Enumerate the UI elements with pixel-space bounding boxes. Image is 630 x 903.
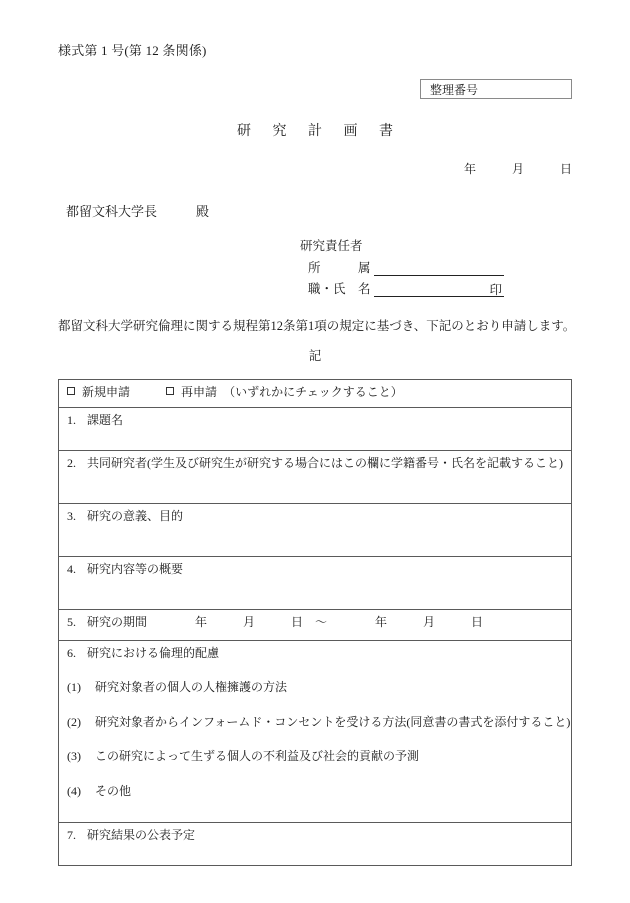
cell-research-title[interactable] (59, 408, 572, 451)
row-label: 研究における倫理的配慮 (87, 646, 220, 660)
affiliation-label: 所 属 (308, 261, 371, 275)
table-row (59, 557, 572, 610)
table-row (59, 823, 572, 866)
checkbox-renew-application[interactable] (166, 387, 174, 395)
row-number: 3. (67, 509, 76, 523)
seal-mark: 印 (489, 282, 502, 297)
subitem-label: 研究対象者からインフォームド・コンセントを受ける方法(同意書の書式を添付すること) (95, 714, 571, 729)
date-line: 年 月 日 (463, 162, 572, 176)
subitem-number: (4) (67, 783, 81, 798)
name-label: 職・氏 名 (308, 282, 371, 296)
row-number: 1. (67, 413, 76, 427)
regulation-statement: 都留文科大学研究倫理に関する規程第12条第1項の規定に基づき、下記のとおり申請します。 (58, 319, 576, 333)
row-label: 研究の意義、目的 (87, 509, 184, 523)
name-field[interactable] (374, 281, 504, 297)
cell-significance-purpose[interactable] (59, 504, 572, 557)
ethics-subitem (67, 679, 565, 696)
table-row (59, 451, 572, 504)
row-label: 研究結果の公表予定 (87, 828, 196, 842)
research-period-dates: 年 月 日 ～ 年 月 日 (195, 615, 484, 629)
table-row (59, 408, 572, 451)
row-number: 6. (67, 646, 76, 660)
subitem-number: (2) (67, 714, 81, 729)
form-code-label: 様式第 1 号(第 12 条関係) (58, 43, 207, 58)
renew-application-label: 再申請 (181, 385, 218, 399)
subitem-number: (3) (67, 749, 81, 764)
addressee-line: 都留文科大学長 殿 (66, 204, 210, 219)
ethics-subitem (67, 714, 571, 731)
subitem-label: この研究によって生ずる個人の不利益及び社会的貢献の予測 (95, 749, 420, 764)
affiliation-row (300, 258, 504, 276)
affiliation-field[interactable] (374, 260, 504, 276)
cell-collaborators[interactable] (59, 451, 572, 504)
row-label: 研究の期間 (87, 615, 148, 629)
applicant-role-label: 研究責任者 (300, 239, 363, 253)
row-label: 共同研究者(学生及び研究生が研究する場合にはこの欄に学籍番号・氏名を記載すること) (87, 456, 563, 470)
cell-ethical-considerations[interactable] (59, 641, 572, 823)
subitem-number: (1) (67, 680, 81, 695)
applicant-block (300, 236, 504, 297)
ethics-subitem (67, 748, 565, 765)
ethics-subitem (67, 783, 565, 800)
ki-mark: 記 (308, 349, 322, 363)
cell-research-outline[interactable] (59, 557, 572, 610)
reference-number-label: 整理番号 (430, 82, 479, 97)
reference-number-box[interactable] (420, 79, 572, 99)
cell-research-period[interactable] (59, 610, 572, 641)
application-type-instruction: （いずれかにチェックすること） (229, 385, 403, 399)
application-form-table (58, 379, 572, 866)
row-number: 5. (67, 615, 76, 629)
table-row (59, 641, 572, 823)
table-row-application-type (59, 380, 572, 408)
page-title: 研 究 計 画 書 (237, 124, 402, 139)
row-number: 4. (67, 562, 76, 576)
subitem-label: 研究対象者の個人の人権擁護の方法 (95, 680, 288, 695)
row-label: 研究内容等の概要 (87, 562, 184, 576)
row-number: 7. (67, 828, 76, 842)
checkbox-new-application[interactable] (67, 387, 75, 395)
subitem-label: その他 (95, 783, 132, 798)
row-label: 課題名 (87, 413, 124, 427)
name-row (300, 279, 504, 297)
row-number: 2. (67, 456, 76, 470)
table-row (59, 610, 572, 641)
new-application-label: 新規申請 (82, 385, 131, 399)
table-row (59, 504, 572, 557)
cell-publication-plan[interactable] (59, 823, 572, 866)
